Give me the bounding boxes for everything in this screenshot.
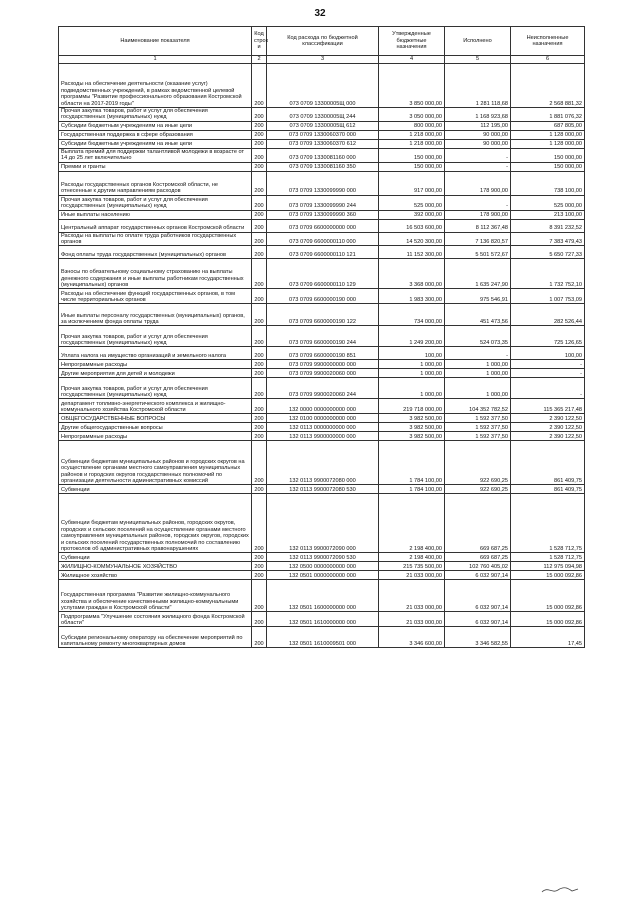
table-row bbox=[59, 210, 585, 219]
row-executed: 3 346 582,55 bbox=[445, 627, 511, 648]
table-row bbox=[59, 232, 585, 246]
row-name: Расходы на обеспечение деятельности (оказание услуг) подведомственных учреждений, в рамках ведомственной целевой программы "Развитие профессионального образования Костромской области на 2017-2019 годы" bbox=[59, 64, 252, 108]
row-name: департамент топливно-энергетического комплекса и жилищно-коммунального хозяйства Костромской области bbox=[59, 399, 252, 414]
row-executed: 8 112 367,48 bbox=[445, 219, 511, 232]
row-executed: 1 592 377,50 bbox=[445, 423, 511, 432]
row-name: Субвенции бюджетам муниципальных районов, городских округов, городских и сельских поселений на осуществление органами местного самоуправления муниципальных районов, городских округов, городских и сельских поселений государственных полномочий по составлению протоколов об административных правонарушениях bbox=[59, 494, 252, 553]
row-budget-code: 073 0709 6600000110 000 bbox=[267, 232, 379, 246]
row-unexecuted: 725 126,65 bbox=[511, 326, 585, 347]
row-name: ОБЩЕГОСУДАРСТВЕННЫЕ ВОПРОСЫ bbox=[59, 414, 252, 423]
column-number: 4 bbox=[379, 56, 445, 64]
row-approved: 21 033 000,00 bbox=[379, 612, 445, 627]
row-line-code: 200 bbox=[252, 210, 267, 219]
row-name: Прочая закупка товаров, работ и услуг для обеспечения государственных (муниципальных) нужд bbox=[59, 108, 252, 122]
row-name: Подпрограмма "Улучшение состояния жилищного фонда Костромской области" bbox=[59, 612, 252, 627]
row-name: Другие общегосударственные вопросы bbox=[59, 423, 252, 432]
table-row bbox=[59, 553, 585, 562]
table-row bbox=[59, 414, 585, 423]
row-executed: 7 136 820,57 bbox=[445, 232, 511, 246]
row-name: Субвенции bbox=[59, 485, 252, 494]
row-executed: - bbox=[445, 195, 511, 210]
row-budget-code: 132 0501 0000000000 000 bbox=[267, 571, 379, 580]
row-approved: 3 346 600,00 bbox=[379, 627, 445, 648]
row-name: Фонд оплаты труда государственных (муниципальных) органов bbox=[59, 246, 252, 259]
row-budget-code: 132 0113 9900072090 000 bbox=[267, 494, 379, 553]
row-approved: 215 735 500,00 bbox=[379, 562, 445, 571]
column-number: 5 bbox=[445, 56, 511, 64]
row-executed: - bbox=[445, 148, 511, 162]
row-unexecuted: 150 000,00 bbox=[511, 162, 585, 171]
row-executed: 104 352 782,52 bbox=[445, 399, 511, 414]
row-approved: 21 033 000,00 bbox=[379, 580, 445, 612]
row-budget-code: 073 0709 6600000110 121 bbox=[267, 246, 379, 259]
row-approved: 800 000,00 bbox=[379, 121, 445, 130]
row-name: Субвенции bbox=[59, 553, 252, 562]
row-budget-code: 132 0113 9900072090 530 bbox=[267, 553, 379, 562]
row-budget-code: 073 0709 1330099990 360 bbox=[267, 210, 379, 219]
row-budget-code: 132 0100 0000000000 000 bbox=[267, 414, 379, 423]
row-executed: 1 592 377,50 bbox=[445, 414, 511, 423]
column-number: 3 bbox=[267, 56, 379, 64]
row-line-code: 200 bbox=[252, 562, 267, 571]
row-line-code: 200 bbox=[252, 571, 267, 580]
row-executed: 669 687,25 bbox=[445, 553, 511, 562]
row-executed: 102 760 405,02 bbox=[445, 562, 511, 571]
row-unexecuted: 1 732 752,10 bbox=[511, 259, 585, 289]
row-unexecuted: 115 365 217,48 bbox=[511, 399, 585, 414]
table-row bbox=[59, 171, 585, 195]
table-row bbox=[59, 108, 585, 122]
row-unexecuted: 112 975 094,98 bbox=[511, 562, 585, 571]
row-line-code: 200 bbox=[252, 580, 267, 612]
row-line-code: 200 bbox=[252, 441, 267, 485]
table-row bbox=[59, 326, 585, 347]
row-unexecuted: 15 000 092,86 bbox=[511, 612, 585, 627]
header-unexecuted: Неисполненные назначения bbox=[511, 27, 585, 56]
row-unexecuted: 15 000 092,86 bbox=[511, 571, 585, 580]
row-executed: 1 000,00 bbox=[445, 378, 511, 399]
row-line-code: 200 bbox=[252, 195, 267, 210]
row-budget-code: 073 0709 1330099990 000 bbox=[267, 171, 379, 195]
row-name: Центральный аппарат государственных органов Костромской области bbox=[59, 219, 252, 232]
row-unexecuted: 5 650 727,33 bbox=[511, 246, 585, 259]
table-row bbox=[59, 121, 585, 130]
table-row bbox=[59, 259, 585, 289]
row-approved: 3 982 500,00 bbox=[379, 423, 445, 432]
row-line-code: 200 bbox=[252, 553, 267, 562]
header-name: Наименование показателя bbox=[59, 27, 252, 56]
row-executed: 922 690,25 bbox=[445, 441, 511, 485]
row-unexecuted: 2 390 122,50 bbox=[511, 414, 585, 423]
row-approved: 100,00 bbox=[379, 347, 445, 360]
row-line-code: 200 bbox=[252, 246, 267, 259]
table-row bbox=[59, 494, 585, 553]
row-line-code: 200 bbox=[252, 485, 267, 494]
row-approved: 3 368 000,00 bbox=[379, 259, 445, 289]
row-approved: 3 050 000,00 bbox=[379, 108, 445, 122]
budget-execution-table bbox=[58, 26, 585, 648]
table-row bbox=[59, 64, 585, 108]
row-budget-code: 073 0709 6600000110 129 bbox=[267, 259, 379, 289]
row-name: ЖИЛИЩНО-КОММУНАЛЬНОЕ ХОЗЯЙСТВО bbox=[59, 562, 252, 571]
row-executed: 5 501 572,67 bbox=[445, 246, 511, 259]
row-approved: 1 784 100,00 bbox=[379, 485, 445, 494]
row-approved: 3 850 000,00 bbox=[379, 64, 445, 108]
row-line-code: 200 bbox=[252, 148, 267, 162]
header-executed: Исполнено bbox=[445, 27, 511, 56]
row-budget-code: 073 0709 9900020060 244 bbox=[267, 378, 379, 399]
row-budget-code: 132 0501 1610009501 000 bbox=[267, 627, 379, 648]
table-row bbox=[59, 485, 585, 494]
row-name: Расходы государственных органов Костромской области, не отнесенные к другим направлениям расходов bbox=[59, 171, 252, 195]
row-unexecuted: 100,00 bbox=[511, 347, 585, 360]
row-name: Субвенции бюджетам муниципальных районов и городских округов на осуществление органами местного самоуправления муниципальных районов и городских округов государственных полномочий по организации деятельности административных комиссий bbox=[59, 441, 252, 485]
row-budget-code: 073 0709 6600000190 122 bbox=[267, 304, 379, 326]
row-unexecuted: 525 000,00 bbox=[511, 195, 585, 210]
row-name: Субсидии бюджетным учреждениям на иные цели bbox=[59, 139, 252, 148]
row-approved: 16 503 600,00 bbox=[379, 219, 445, 232]
table-row bbox=[59, 195, 585, 210]
row-line-code: 200 bbox=[252, 121, 267, 130]
row-budget-code: 073 0709 9900020060 000 bbox=[267, 369, 379, 378]
row-budget-code: 073 0709 13300005Щ 244 bbox=[267, 108, 379, 122]
row-approved: 150 000,00 bbox=[379, 162, 445, 171]
row-approved: 1 784 100,00 bbox=[379, 441, 445, 485]
table-row bbox=[59, 219, 585, 232]
row-name: Расходы на выплаты по оплате труда работников государственных органов bbox=[59, 232, 252, 246]
column-numbers-row bbox=[59, 56, 585, 64]
row-budget-code: 132 0500 0000000000 000 bbox=[267, 562, 379, 571]
row-name: Прочая закупка товаров, работ и услуг для обеспечения государственных (муниципальных) нужд bbox=[59, 326, 252, 347]
table-row bbox=[59, 347, 585, 360]
row-line-code: 200 bbox=[252, 304, 267, 326]
row-executed: 178 900,00 bbox=[445, 171, 511, 195]
row-budget-code: 132 0501 1610000000 000 bbox=[267, 612, 379, 627]
column-number: 1 bbox=[59, 56, 252, 64]
row-executed: 6 032 907,14 bbox=[445, 571, 511, 580]
row-executed: 1 281 118,68 bbox=[445, 64, 511, 108]
row-executed: 669 687,25 bbox=[445, 494, 511, 553]
row-budget-code: 073 0709 1330081160 350 bbox=[267, 162, 379, 171]
row-unexecuted: 861 409,75 bbox=[511, 485, 585, 494]
row-budget-code: 132 0113 9900072080 000 bbox=[267, 441, 379, 485]
table-row bbox=[59, 369, 585, 378]
row-line-code: 200 bbox=[252, 378, 267, 399]
row-line-code: 200 bbox=[252, 289, 267, 304]
table-row bbox=[59, 627, 585, 648]
row-name: Жилищное хозяйство bbox=[59, 571, 252, 580]
row-approved: 1 249 200,00 bbox=[379, 326, 445, 347]
handwritten-mark bbox=[540, 884, 580, 896]
table-row bbox=[59, 580, 585, 612]
row-line-code: 200 bbox=[252, 423, 267, 432]
row-line-code: 200 bbox=[252, 219, 267, 232]
row-unexecuted: 213 100,00 bbox=[511, 210, 585, 219]
row-name: Иные выплаты населению bbox=[59, 210, 252, 219]
row-line-code: 200 bbox=[252, 432, 267, 441]
row-executed: 112 195,00 bbox=[445, 121, 511, 130]
row-budget-code: 073 0709 13300005Щ 612 bbox=[267, 121, 379, 130]
row-name: Прочая закупка товаров, работ и услуг для обеспечения государственных (муниципальных) нужд bbox=[59, 378, 252, 399]
row-executed: 922 690,25 bbox=[445, 485, 511, 494]
row-approved: 1 218 000,00 bbox=[379, 139, 445, 148]
row-budget-code: 132 0113 9900072080 530 bbox=[267, 485, 379, 494]
row-unexecuted: - bbox=[511, 360, 585, 369]
row-approved: 21 033 000,00 bbox=[379, 571, 445, 580]
row-line-code: 200 bbox=[252, 360, 267, 369]
row-name: Взносы по обязательному социальному страхованию на выплаты денежного содержания и иные выплаты работникам государственных (муниципальных) органов bbox=[59, 259, 252, 289]
row-budget-code: 132 0113 0000000000 000 bbox=[267, 423, 379, 432]
row-unexecuted: 1 007 753,09 bbox=[511, 289, 585, 304]
row-executed: 6 032 907,14 bbox=[445, 612, 511, 627]
header-line-code: Код строк и bbox=[252, 27, 267, 56]
row-approved: 1 000,00 bbox=[379, 369, 445, 378]
table-row bbox=[59, 441, 585, 485]
row-name: Расходы на обеспечение функций государственных органов, в том числе территориальных органов bbox=[59, 289, 252, 304]
table-row bbox=[59, 148, 585, 162]
row-unexecuted: 687 805,00 bbox=[511, 121, 585, 130]
header-budget-code: Код расхода по бюджетной классификации bbox=[267, 27, 379, 56]
row-executed: 1 000,00 bbox=[445, 360, 511, 369]
row-executed: 1 635 247,90 bbox=[445, 259, 511, 289]
row-executed: 6 032 907,14 bbox=[445, 580, 511, 612]
row-line-code: 200 bbox=[252, 414, 267, 423]
row-unexecuted: 1 128 000,00 bbox=[511, 130, 585, 139]
row-name: Непрограммные расходы bbox=[59, 432, 252, 441]
row-executed: - bbox=[445, 162, 511, 171]
row-budget-code: 073 0709 9900000000 000 bbox=[267, 360, 379, 369]
row-line-code: 200 bbox=[252, 162, 267, 171]
row-unexecuted: 17,45 bbox=[511, 627, 585, 648]
row-budget-code: 073 0709 1330060370 612 bbox=[267, 139, 379, 148]
row-line-code: 200 bbox=[252, 139, 267, 148]
row-line-code: 200 bbox=[252, 326, 267, 347]
row-executed: 1 592 377,50 bbox=[445, 432, 511, 441]
row-approved: 1 983 300,00 bbox=[379, 289, 445, 304]
row-approved: 150 000,00 bbox=[379, 148, 445, 162]
row-line-code: 200 bbox=[252, 369, 267, 378]
table-row bbox=[59, 162, 585, 171]
row-approved: 734 000,00 bbox=[379, 304, 445, 326]
row-budget-code: 132 0501 1600000000 000 bbox=[267, 580, 379, 612]
row-executed: 524 073,35 bbox=[445, 326, 511, 347]
row-executed: 1 000,00 bbox=[445, 369, 511, 378]
row-unexecuted: 7 383 479,43 bbox=[511, 232, 585, 246]
row-approved: 219 718 000,00 bbox=[379, 399, 445, 414]
row-name: Уплата налога на имущество организаций и земельного налога bbox=[59, 347, 252, 360]
row-line-code: 200 bbox=[252, 627, 267, 648]
row-name: Государственная поддержка в сфере образования bbox=[59, 130, 252, 139]
row-unexecuted: 2 390 122,50 bbox=[511, 423, 585, 432]
row-approved: 1 000,00 bbox=[379, 378, 445, 399]
row-line-code: 200 bbox=[252, 347, 267, 360]
row-line-code: 200 bbox=[252, 494, 267, 553]
row-approved: 3 982 500,00 bbox=[379, 414, 445, 423]
row-executed: - bbox=[445, 347, 511, 360]
table-row bbox=[59, 423, 585, 432]
row-approved: 11 152 300,00 bbox=[379, 246, 445, 259]
row-name: Иные выплаты персоналу государственных (муниципальных) органов, за исключением фонда оплаты труда bbox=[59, 304, 252, 326]
table-row bbox=[59, 289, 585, 304]
row-approved: 3 982 500,00 bbox=[379, 432, 445, 441]
row-executed: 451 473,56 bbox=[445, 304, 511, 326]
row-name: Государственная программа "Развитие жилищно-коммунального хозяйства и обеспечение качественными жилищно-коммунальными услугами граждан в Костромской области" bbox=[59, 580, 252, 612]
row-line-code: 200 bbox=[252, 612, 267, 627]
row-approved: 392 000,00 bbox=[379, 210, 445, 219]
row-approved: 1 218 000,00 bbox=[379, 130, 445, 139]
row-approved: 14 520 300,00 bbox=[379, 232, 445, 246]
table-row bbox=[59, 562, 585, 571]
row-unexecuted: 1 128 000,00 bbox=[511, 139, 585, 148]
row-unexecuted: - bbox=[511, 378, 585, 399]
row-approved: 2 198 400,00 bbox=[379, 494, 445, 553]
row-budget-code: 132 0113 9900000000 000 bbox=[267, 432, 379, 441]
row-name: Другие мероприятия для детей и молодежи bbox=[59, 369, 252, 378]
row-unexecuted: 2 390 122,50 bbox=[511, 432, 585, 441]
page-number: 32 bbox=[314, 8, 326, 19]
table-row bbox=[59, 378, 585, 399]
row-budget-code: 132 0000 0000000000 000 bbox=[267, 399, 379, 414]
row-budget-code: 073 0709 6600000000 000 bbox=[267, 219, 379, 232]
row-line-code: 200 bbox=[252, 259, 267, 289]
row-executed: 178 900,00 bbox=[445, 210, 511, 219]
row-unexecuted: 15 000 092,86 bbox=[511, 580, 585, 612]
column-number: 2 bbox=[252, 56, 267, 64]
row-name: Прочая закупка товаров, работ и услуг для обеспечения государственных (муниципальных) нужд bbox=[59, 195, 252, 210]
table-row bbox=[59, 304, 585, 326]
row-unexecuted: 861 409,75 bbox=[511, 441, 585, 485]
row-name: Непрограммные расходы bbox=[59, 360, 252, 369]
row-budget-code: 073 0709 6600000190 000 bbox=[267, 289, 379, 304]
row-line-code: 200 bbox=[252, 171, 267, 195]
table-row bbox=[59, 612, 585, 627]
table-row bbox=[59, 432, 585, 441]
row-approved: 2 198 400,00 bbox=[379, 553, 445, 562]
row-approved: 525 000,00 bbox=[379, 195, 445, 210]
row-executed: 90 000,00 bbox=[445, 139, 511, 148]
row-line-code: 200 bbox=[252, 64, 267, 108]
row-unexecuted: 738 100,00 bbox=[511, 171, 585, 195]
row-name: Выплата премий для поддержки талантливой молодежи в возрасте от 14 до 25 лет включительно bbox=[59, 148, 252, 162]
table-row bbox=[59, 139, 585, 148]
row-unexecuted: 2 568 881,32 bbox=[511, 64, 585, 108]
row-unexecuted: 1 528 712,75 bbox=[511, 553, 585, 562]
table-row bbox=[59, 360, 585, 369]
table-row bbox=[59, 399, 585, 414]
row-line-code: 200 bbox=[252, 232, 267, 246]
row-line-code: 200 bbox=[252, 108, 267, 122]
row-budget-code: 073 0709 6600000190 244 bbox=[267, 326, 379, 347]
row-executed: 1 168 923,68 bbox=[445, 108, 511, 122]
table-row bbox=[59, 246, 585, 259]
row-name: Субсидии бюджетным учреждениям на иные цели bbox=[59, 121, 252, 130]
row-unexecuted: 8 391 232,52 bbox=[511, 219, 585, 232]
row-unexecuted: 282 526,44 bbox=[511, 304, 585, 326]
table-row bbox=[59, 571, 585, 580]
row-budget-code: 073 0709 13300005Щ 000 bbox=[267, 64, 379, 108]
row-name: Премии и гранты bbox=[59, 162, 252, 171]
row-line-code: 200 bbox=[252, 130, 267, 139]
row-budget-code: 073 0709 1330081160 000 bbox=[267, 148, 379, 162]
row-executed: 90 000,00 bbox=[445, 130, 511, 139]
row-name: Субсидии региональному оператору на обеспечение мероприятий по капитальному ремонту многоквартирных домов bbox=[59, 627, 252, 648]
row-unexecuted: 1 881 076,32 bbox=[511, 108, 585, 122]
row-budget-code: 073 0709 6600000190 851 bbox=[267, 347, 379, 360]
row-executed: 975 546,91 bbox=[445, 289, 511, 304]
table-row bbox=[59, 130, 585, 139]
header-approved: Утвержденные бюджетные назначения bbox=[379, 27, 445, 56]
column-number: 6 bbox=[511, 56, 585, 64]
row-unexecuted: - bbox=[511, 369, 585, 378]
row-unexecuted: 1 528 712,75 bbox=[511, 494, 585, 553]
row-budget-code: 073 0709 1330060370 000 bbox=[267, 130, 379, 139]
row-line-code: 200 bbox=[252, 399, 267, 414]
row-unexecuted: 150 000,00 bbox=[511, 148, 585, 162]
row-approved: 1 000,00 bbox=[379, 360, 445, 369]
table-header-row bbox=[59, 27, 585, 56]
row-budget-code: 073 0709 1330099990 244 bbox=[267, 195, 379, 210]
row-approved: 917 000,00 bbox=[379, 171, 445, 195]
